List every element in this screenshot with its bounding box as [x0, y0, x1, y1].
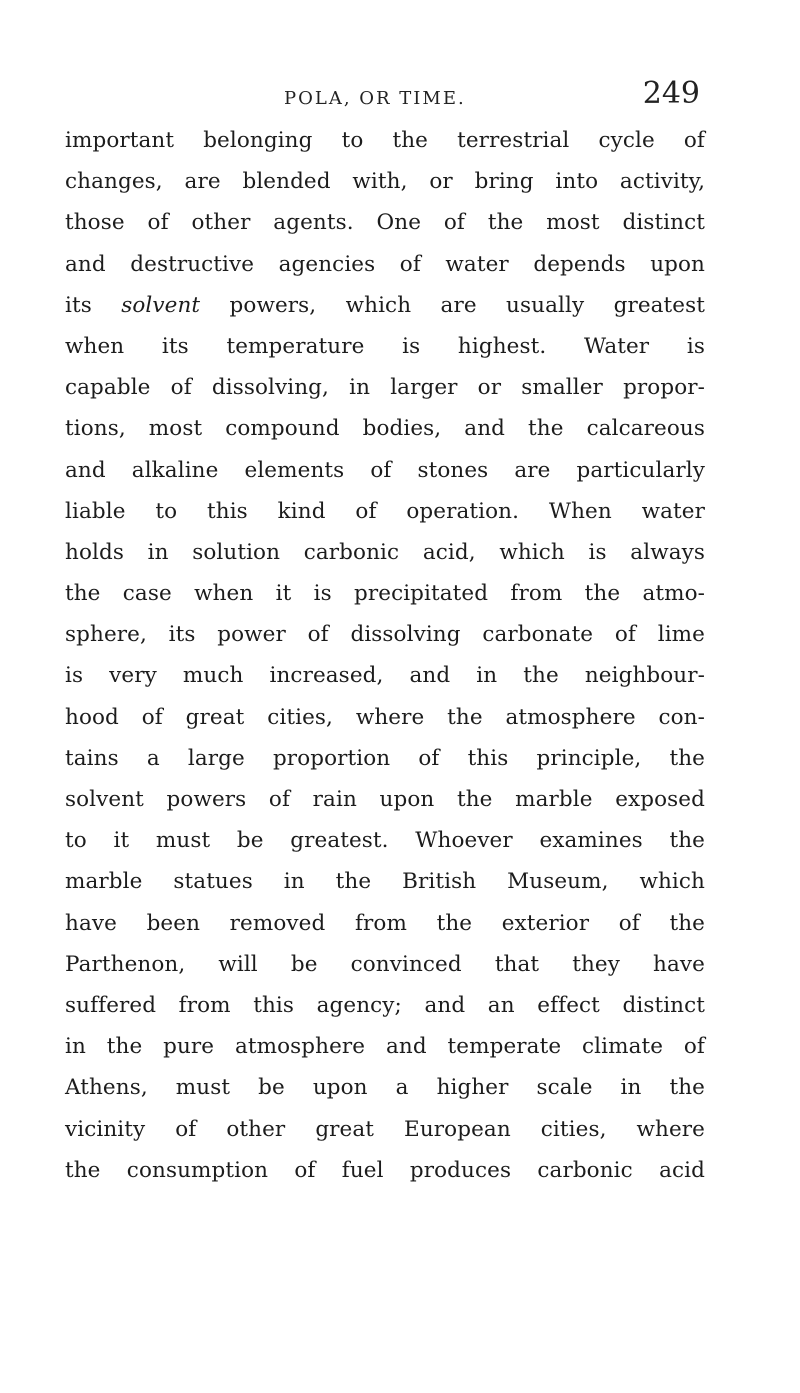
text-line: suffered from this agency; and an effect distinct — [65, 992, 705, 1018]
text-line: the case when it is precipitated from the atmo- — [65, 581, 705, 607]
text-line: changes, are blended with, or bring into activity, — [65, 169, 705, 195]
italic-word: solvent — [121, 292, 201, 318]
text-line: important belonging to the terrestrial cycle of — [65, 128, 705, 153]
text-line: capable of dissolving, in larger or smaller propor- — [65, 375, 705, 401]
text-line-with-italic — [65, 285, 705, 326]
page-number: 249 — [642, 76, 700, 111]
text-line: is very much increased, and in the neighbour- — [65, 663, 705, 689]
text-line: have been removed from the exterior of the — [65, 910, 705, 936]
text-line: vicinity of other great European cities, where — [65, 1116, 705, 1142]
text-line: tains a large proportion of this principle, the — [65, 745, 705, 771]
text-line: the consumption of fuel produces carbonic acid — [65, 1157, 705, 1183]
text-line: and destructive agencies of water depends upon — [65, 251, 705, 277]
text-fragment: powers, which are usually greatest — [200, 292, 705, 318]
text-line: to it must be greatest. Whoever examines the — [65, 828, 705, 854]
running-title: POLA, OR TIME. — [284, 88, 466, 109]
text-line: sphere, its power of dissolving carbonate of lime — [65, 622, 705, 648]
text-line: those of other agents. One of the most distinct — [65, 210, 705, 236]
body-text — [65, 120, 705, 1191]
text-line: hood of great cities, where the atmosphere con- — [65, 704, 705, 730]
text-line: in the pure atmosphere and temperate climate of — [65, 1034, 705, 1060]
text-line: holds in solution carbonic acid, which is always — [65, 539, 705, 565]
text-line: and alkaline elements of stones are particularly — [65, 457, 705, 483]
text-line: when its temperature is highest. Water is — [65, 333, 705, 359]
text-line: Parthenon, will be convinced that they have — [65, 951, 705, 977]
text-line: solvent powers of rain upon the marble exposed — [65, 787, 705, 812]
text-line: Athens, must be upon a higher scale in the — [65, 1075, 705, 1101]
text-line: marble statues in the British Museum, which — [65, 869, 705, 895]
text-fragment: its — [65, 292, 122, 318]
running-head — [240, 76, 710, 120]
text-line: liable to this kind of operation. When water — [65, 498, 705, 524]
text-line: tions, most compound bodies, and the calcareous — [65, 416, 705, 442]
